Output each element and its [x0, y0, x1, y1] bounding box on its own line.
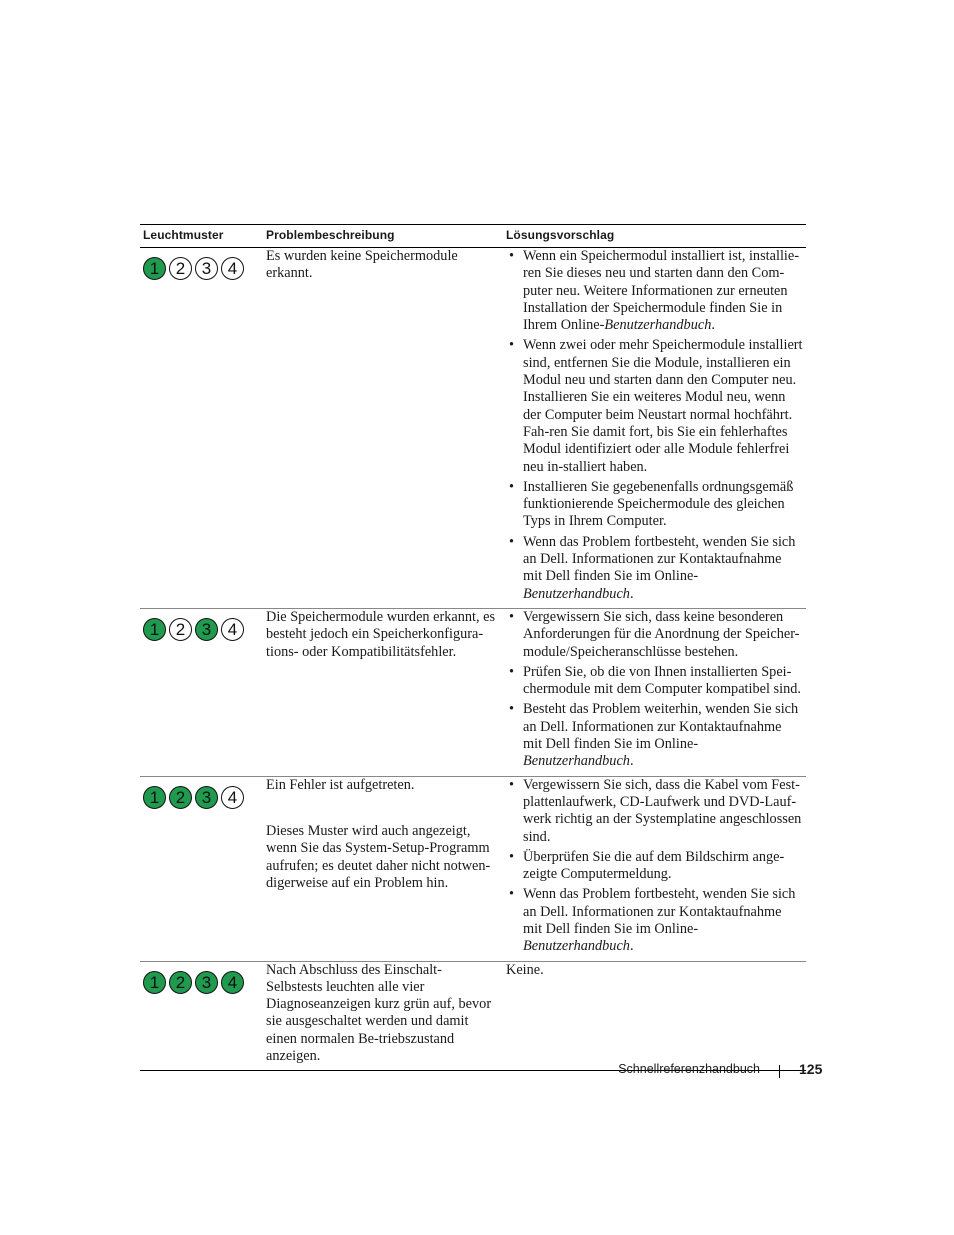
header-leuchtmuster: Leuchtmuster [143, 228, 224, 242]
led-pattern [143, 971, 258, 994]
solution-item: • Besteht das Problem weiterhin, wenden Sie sich an Dell. Informationen zur Kontaktaufnahme mit Dell finden Sie im Online-Benutzerhandbuch. [506, 701, 804, 770]
problem-description [262, 776, 502, 961]
solution-list [506, 609, 804, 771]
led-indicator-1: 1 [143, 618, 166, 641]
table-row [140, 961, 806, 1071]
led-indicator-2: 2 [169, 971, 192, 994]
led-indicator-4: 4 [221, 786, 244, 809]
solution-item: • Installieren Sie gegebenenfalls ordnungsgemäß funktionierende Speichermodule des gleichen Typs in Ihrem Computer. [506, 479, 804, 531]
led-indicator-4: 4 [221, 971, 244, 994]
problem-text: Die Speichermodule wurden erkannt, es besteht jedoch ein Speicherkonfigura-tions- oder Kompatibilitätsfehler. [266, 608, 496, 660]
light-pattern-cell [140, 608, 262, 776]
led-pattern [143, 257, 258, 280]
problem-text: Nach Abschluss des Einschalt-Selbstests leuchten alle vier Diagnoseanzeigen kurz grün auf, bevor sie ausgeschaltet werden und damit einen normalen Be-triebszustand anzeigen. [266, 961, 492, 1065]
footer-title: Schnellreferenzhandbuch [618, 1062, 760, 1076]
solution-item: • Vergewissern Sie sich, dass keine besonderen Anforderungen für die Anordnung der Speicher-module/Speicheranschlüsse bestehen. [506, 609, 804, 661]
led-pattern [143, 618, 258, 641]
header-loesungsvorschlag: Lösungsvorschlag [506, 228, 615, 242]
diagnostic-light-table [140, 224, 806, 1071]
led-indicator-3: 3 [195, 971, 218, 994]
led-indicator-3: 3 [195, 257, 218, 280]
table-header-row [140, 225, 806, 248]
problem-note: Dieses Muster wird auch angezeigt, wenn Sie das System-Setup-Programm aufrufen; es deutet daher nicht notwen-digerweise auf ein Problem hin. [266, 822, 491, 891]
solution-item: • Vergewissern Sie sich, dass die Kabel vom Fest-plattenlaufwerk, CD-Laufwerk und DVD-Lauf-werk richtig an der Systemplatine angeschlossen sind. [506, 777, 804, 846]
footer-separator [779, 1065, 780, 1078]
header-problembeschreibung: Problembeschreibung [266, 228, 395, 242]
page-footer [0, 1062, 954, 1080]
solution-cell [502, 248, 806, 609]
led-indicator-1: 1 [143, 971, 166, 994]
problem-text: Ein Fehler ist aufgetreten. [266, 776, 415, 793]
problem-description [262, 248, 502, 609]
solution-cell [502, 961, 806, 1071]
led-indicator-2: 2 [169, 618, 192, 641]
solution-list [506, 248, 804, 603]
light-pattern-cell [140, 776, 262, 961]
light-pattern-cell [140, 248, 262, 609]
solution-cell [502, 776, 806, 961]
solution-item: • Wenn ein Speichermodul installiert ist, installie-ren Sie dieses neu und starten dann den Com-puter neu. Weitere Informationen zur erneuten Installation der Speichermodule finden Sie in Ihrem Online-Benutzerhandbuch. [506, 248, 804, 334]
led-pattern [143, 786, 258, 809]
table-row [140, 608, 806, 776]
led-indicator-3: 3 [195, 786, 218, 809]
solution-cell [502, 608, 806, 776]
solution-item: • Wenn das Problem fortbesteht, wenden Sie sich an Dell. Informationen zur Kontaktaufnahme mit Dell finden Sie im Online-Benutzerhandbuch. [506, 534, 804, 603]
problem-description [262, 608, 502, 776]
light-pattern-cell [140, 961, 262, 1071]
table-row [140, 248, 806, 609]
solution-text: Keine. [506, 961, 544, 978]
led-indicator-2: 2 [169, 257, 192, 280]
led-indicator-3: 3 [195, 618, 218, 641]
solution-item: • Wenn das Problem fortbesteht, wenden Sie sich an Dell. Informationen zur Kontaktaufnahme mit Dell finden Sie im Online-Benutzerhandbuch. [506, 886, 804, 955]
solution-list [506, 777, 804, 956]
table-row [140, 776, 806, 961]
solution-item: • Wenn zwei oder mehr Speichermodule installiert sind, entfernen Sie die Module, installieren ein Modul neu und starten dann den Computer neu. Installieren Sie ein weiteres Modul neu, wenn der Computer beim Neustart normal hochfährt. Fah-ren Sie damit fort, bis Sie ein fehlerhaftes Modul identifiziert oder alle Module fehlerfrei neu in-stalliert haben. [506, 337, 804, 475]
led-indicator-1: 1 [143, 786, 166, 809]
problem-text: Es wurden keine Speichermodule erkannt. [266, 248, 458, 282]
page-number: 125 [799, 1061, 823, 1077]
solution-item: • Überprüfen Sie die auf dem Bildschirm ange-zeigte Computermeldung. [506, 849, 804, 884]
solution-item: • Prüfen Sie, ob die von Ihnen installierten Spei-chermodule mit dem Computer kompatibel sind. [506, 664, 804, 699]
led-indicator-4: 4 [221, 618, 244, 641]
led-indicator-2: 2 [169, 786, 192, 809]
problem-description [262, 961, 502, 1071]
led-indicator-4: 4 [221, 257, 244, 280]
led-indicator-1: 1 [143, 257, 166, 280]
